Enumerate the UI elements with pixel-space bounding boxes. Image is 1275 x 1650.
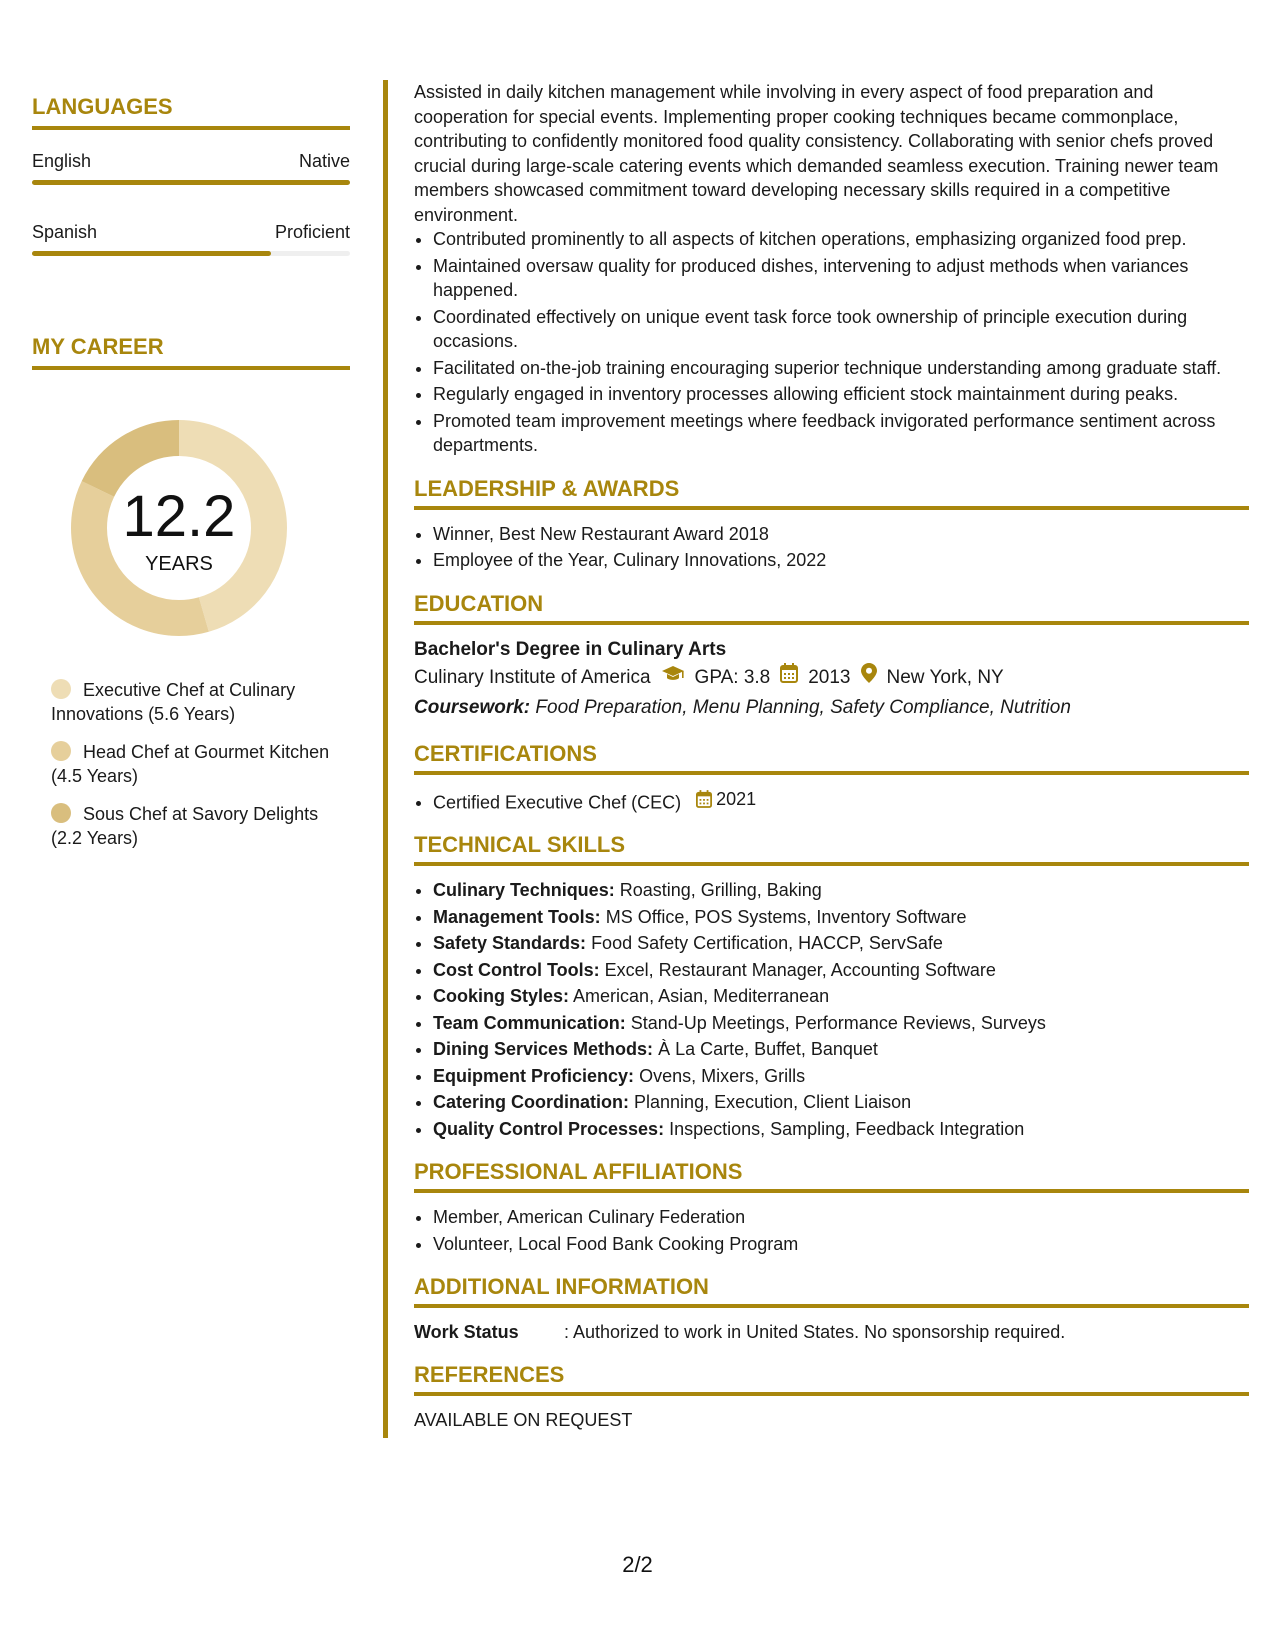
career-legend-label: Head Chef at Gourmet Kitchen (4.5 Years) <box>51 742 330 786</box>
graduation-cap-icon <box>661 663 685 693</box>
coursework-value: Food Preparation, Menu Planning, Safety Compliance, Nutrition <box>535 696 1071 718</box>
affiliations-heading: PROFESSIONAL AFFILIATIONS <box>414 1159 1249 1193</box>
references-section <box>414 1362 1249 1432</box>
education-meta <box>414 663 1249 693</box>
experience-intro: Assisted in daily kitchen management while involving in every aspect of food preparation and cooperation for special events. Implementing proper cooking techniques became commonplace, contributing to confidently monitored food quality consistency. Collaborating with senior chefs proved crucial during large-scale catering events which demanded seamless execution. Training newer team members showcased commitment toward developing necessary skills required in a competitive environment. <box>414 82 1219 225</box>
skill-value: American, Asian, Mediterranean <box>573 986 830 1007</box>
skill-item <box>433 1090 1249 1115</box>
career-legend-item <box>51 802 350 850</box>
list-item: • Promoted team improvement meetings where feedback invigorated performance sentiment across departments. <box>433 409 1249 458</box>
education-year: 2013 <box>808 666 851 688</box>
references-text: AVAILABLE ON REQUEST <box>414 1410 633 1431</box>
main-column <box>414 80 1249 1432</box>
language-proficiency-bar <box>32 251 350 256</box>
language-proficiency-fill <box>32 251 271 256</box>
awards-heading: LEADERSHIP & AWARDS <box>414 476 1249 510</box>
additional-section <box>414 1274 1249 1344</box>
education-gpa: GPA: 3.8 <box>694 666 771 688</box>
certifications-heading: CERTIFICATIONS <box>414 741 1249 775</box>
certification-date <box>696 787 756 812</box>
list-item: • Volunteer, Local Food Bank Cooking Program <box>433 1232 1249 1257</box>
calendar-icon <box>696 790 712 808</box>
skill-label: Dining Services Methods: <box>433 1039 654 1060</box>
skills-section <box>414 832 1249 1141</box>
skill-value: À La Carte, Buffet, Banquet <box>658 1039 878 1060</box>
skill-label: Culinary Techniques: <box>433 880 615 901</box>
sidebar <box>32 94 350 864</box>
list-item: • Winner, Best New Restaurant Award 2018 <box>433 522 1249 547</box>
education-degree: Bachelor's Degree in Culinary Arts <box>414 638 727 660</box>
list-item: • Regularly engaged in inventory processes allowing efficient stock maintainment during peaks. <box>433 382 1249 407</box>
legend-dot <box>51 741 71 761</box>
career-legend-item <box>51 740 350 788</box>
skill-item <box>433 931 1249 956</box>
skill-value: Planning, Execution, Client Liaison <box>634 1092 912 1113</box>
skill-value: Food Safety Certification, HACCP, ServSafe <box>591 933 943 954</box>
skill-item <box>433 1064 1249 1089</box>
skill-item <box>433 878 1249 903</box>
skill-item <box>433 1037 1249 1062</box>
skill-item <box>433 1011 1249 1036</box>
skill-value: Inspections, Sampling, Feedback Integration <box>669 1118 1025 1139</box>
skill-item <box>433 905 1249 930</box>
education-coursework <box>414 693 1249 723</box>
language-level: Proficient <box>274 222 350 242</box>
skill-value: Stand-Up Meetings, Performance Reviews, Surveys <box>630 1012 1046 1033</box>
location-pin-icon <box>861 663 877 693</box>
certification-year: 2021 <box>716 788 757 809</box>
language-item-english <box>32 150 350 185</box>
calendar-icon <box>780 663 798 693</box>
skill-label: Catering Coordination: <box>433 1092 629 1113</box>
skill-label: Cooking Styles: <box>433 986 570 1007</box>
list-item: • Employee of the Year, Culinary Innovations, 2022 <box>433 548 1249 573</box>
language-name: Spanish <box>32 222 98 242</box>
skill-label: Safety Standards: <box>433 933 587 954</box>
list-item: • Coordinated effectively on unique event task force took ownership of principle execution during occasions. <box>433 305 1249 354</box>
list-item: • Contributed prominently to all aspects of kitchen operations, emphasizing organized food prep. <box>433 227 1249 252</box>
skill-item <box>433 1117 1249 1142</box>
language-item-spanish <box>32 221 350 256</box>
work-status-row <box>414 1320 1249 1344</box>
awards-section <box>414 476 1249 573</box>
skill-label: Quality Control Processes: <box>433 1118 665 1139</box>
legend-dot <box>51 803 71 823</box>
education-section <box>414 591 1249 723</box>
languages-heading: LANGUAGES <box>32 94 350 130</box>
certification-name: Certified Executive Chef (CEC) <box>433 791 682 812</box>
career-heading: MY CAREER <box>32 334 350 370</box>
skill-label: Equipment Proficiency: <box>433 1065 635 1086</box>
education-heading: EDUCATION <box>414 591 1249 625</box>
education-location: New York, NY <box>886 666 1004 688</box>
skill-label: Cost Control Tools: <box>433 959 600 980</box>
list-item <box>433 787 1249 815</box>
list-item: • Member, American Culinary Federation <box>433 1205 1249 1230</box>
donut-center <box>65 486 293 576</box>
skill-value: Excel, Restaurant Manager, Accounting Software <box>604 959 996 980</box>
work-status-label: Work Status <box>414 1322 519 1343</box>
skill-item <box>433 958 1249 983</box>
skill-item <box>433 984 1249 1009</box>
language-name: English <box>32 151 92 171</box>
career-legend <box>32 678 350 850</box>
career-legend-label: Sous Chef at Savory Delights (2.2 Years) <box>51 804 319 848</box>
affiliations-section <box>414 1159 1249 1256</box>
skill-value: MS Office, POS Systems, Inventory Software <box>605 906 967 927</box>
references-heading: REFERENCES <box>414 1362 1249 1396</box>
skill-label: Management Tools: <box>433 906 601 927</box>
list-item: • Facilitated on-the-job training encouraging superior technique understanding among graduate staff. <box>433 356 1249 381</box>
skills-heading: TECHNICAL SKILLS <box>414 832 1249 866</box>
experience-bullets <box>414 227 1249 458</box>
skill-label: Team Communication: <box>433 1012 626 1033</box>
column-divider <box>383 80 388 1438</box>
legend-dot <box>51 679 71 699</box>
skill-value: Ovens, Mixers, Grills <box>639 1065 806 1086</box>
coursework-label: Coursework: <box>414 696 531 718</box>
career-total-label: YEARS <box>145 553 213 575</box>
certifications-section <box>414 741 1249 815</box>
career-donut-chart <box>65 414 293 642</box>
list-item: • Maintained oversaw quality for produced dishes, intervening to adjust methods when variances happened. <box>433 254 1249 303</box>
career-total-value: 12.2 <box>122 484 236 549</box>
career-legend-label: Executive Chef at Culinary Innovations (5.6 Years) <box>51 680 296 724</box>
language-proficiency-bar <box>32 180 350 185</box>
page-number: 2/2 <box>622 1552 653 1577</box>
career-legend-item <box>51 678 350 726</box>
work-status-value: : Authorized to work in United States. No sponsorship required. <box>564 1322 1066 1343</box>
language-level: Native <box>298 151 350 171</box>
additional-heading: ADDITIONAL INFORMATION <box>414 1274 1249 1308</box>
language-proficiency-fill <box>32 180 350 185</box>
skill-value: Roasting, Grilling, Baking <box>619 880 822 901</box>
education-school: Culinary Institute of America <box>414 666 651 688</box>
